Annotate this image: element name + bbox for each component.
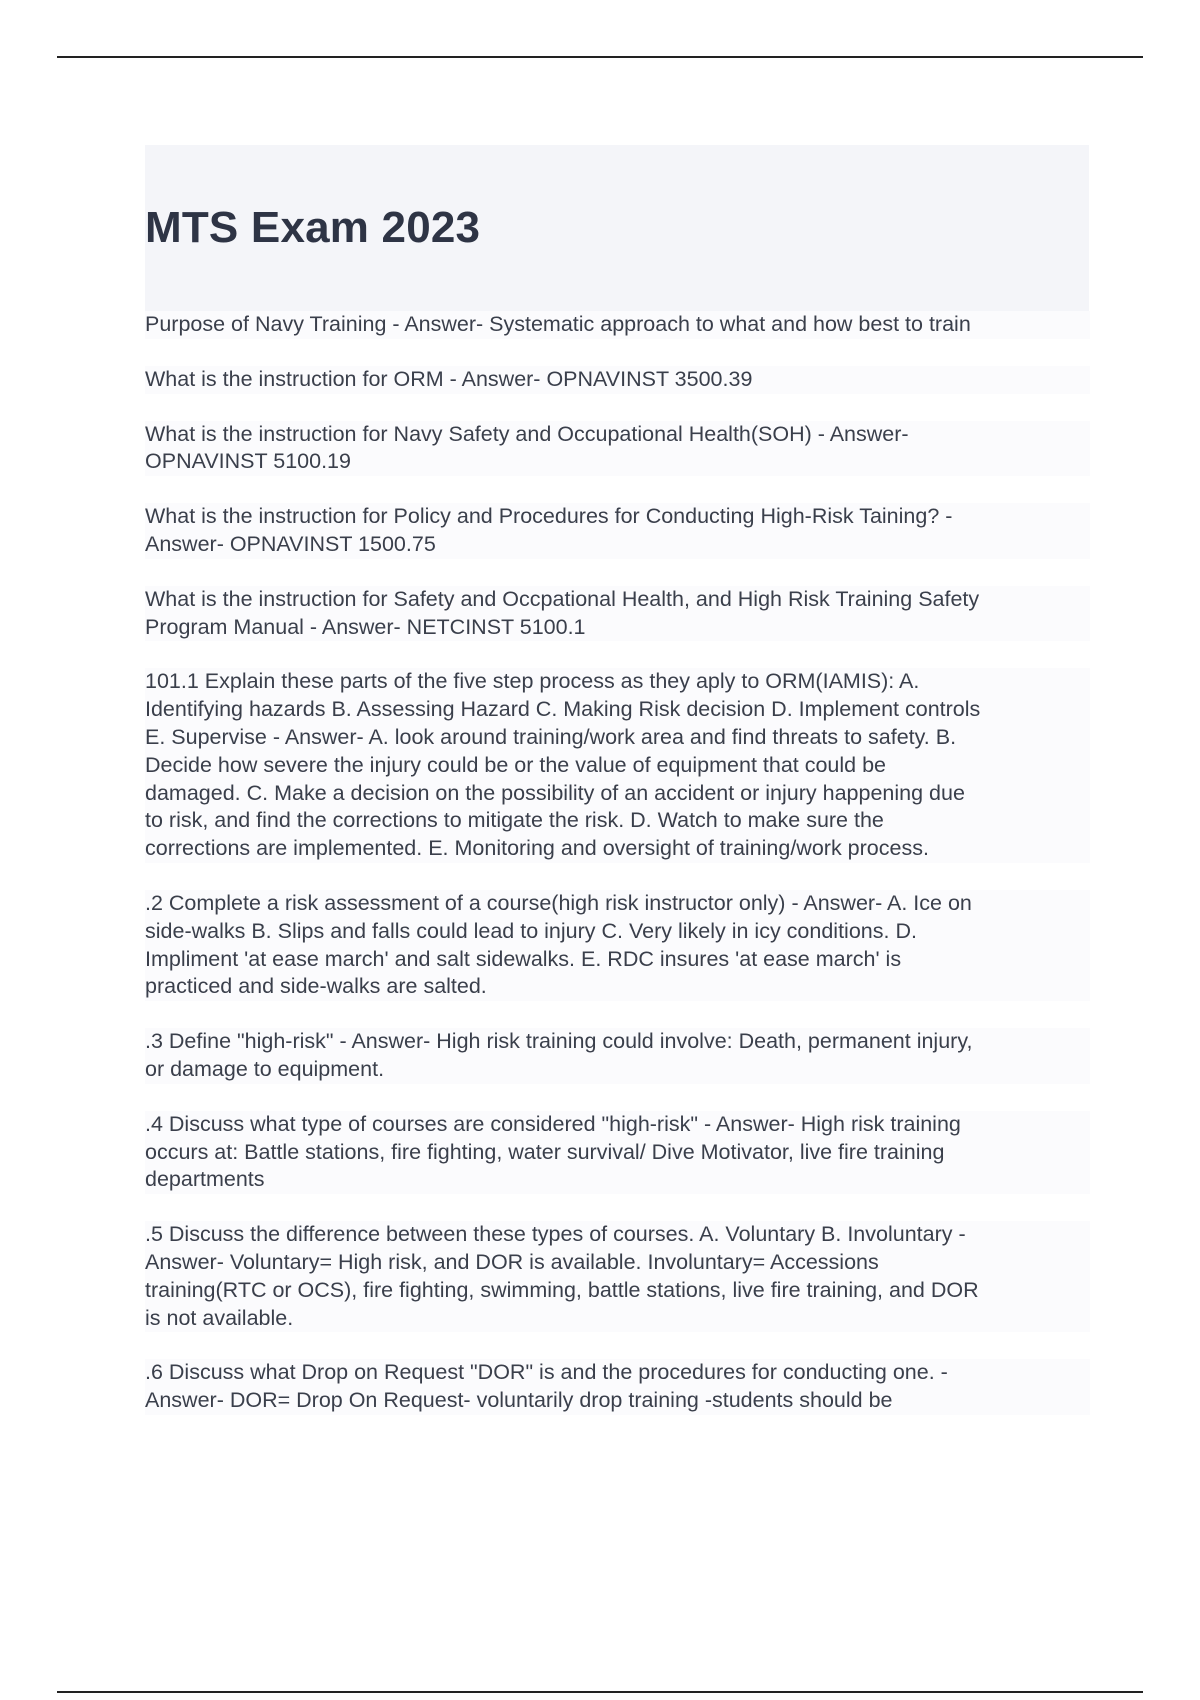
qa-item: .4 Discuss what type of courses are considered "high-risk" - Answer- High risk training occurs at: Battle stations, fire fighting, water survival/ Dive Motivator, live fire training departments	[145, 1111, 1090, 1194]
qa-item: What is the instruction for ORM - Answer- OPNAVINST 3500.39	[145, 366, 1090, 394]
bottom-rule	[57, 1691, 1143, 1693]
qa-item: .6 Discuss what Drop on Request "DOR" is and the procedures for conducting one. - Answer- DOR= Drop On Request- voluntarily drop training -students should be	[145, 1359, 1090, 1415]
qa-item: What is the instruction for Safety and Occpational Health, and High Risk Training Safety Program Manual - Answer- NETCINST 5100.1	[145, 586, 1090, 642]
qa-item: .5 Discuss the difference between these types of courses. A. Voluntary B. Involuntary - Answer- Voluntary= High risk, and DOR is available. Involuntary= Accessions training(RTC or OCS), fire fighting, swimming, battle stations, live fire training, and DOR is not available.	[145, 1221, 1090, 1332]
title-block	[145, 145, 1089, 313]
qa-item: Purpose of Navy Training - Answer- Systematic approach to what and how best to train	[145, 311, 1090, 339]
page-title: MTS Exam 2023	[145, 203, 481, 252]
top-rule	[57, 56, 1143, 58]
qa-item: 101.1 Explain these parts of the five step process as they aply to ORM(IAMIS): A. Identifying hazards B. Assessing Hazard C. Making Risk decision D. Implement controls E. Supervise - Answer- A. look around training/work area and find threats to safety. B. Decide how severe the injury could be or the value of equipment that could be damaged. C. Make a decision on the possibility of an accident or injury happening due to risk, and find the corrections to mitigate the risk. D. Watch to make sure the corrections are implemented. E. Monitoring and oversight of training/work process.	[145, 668, 1090, 863]
qa-list	[145, 311, 1090, 1442]
qa-item: What is the instruction for Navy Safety and Occupational Health(SOH) - Answer- OPNAVINST 5100.19	[145, 421, 1090, 477]
qa-item: What is the instruction for Policy and Procedures for Conducting High-Risk Taining? - Answer- OPNAVINST 1500.75	[145, 503, 1090, 559]
qa-item: .3 Define "high-risk" - Answer- High risk training could involve: Death, permanent injury, or damage to equipment.	[145, 1028, 1090, 1084]
qa-item: .2 Complete a risk assessment of a course(high risk instructor only) - Answer- A. Ice on side-walks B. Slips and falls could lead to injury C. Very likely in icy conditions. D. Impliment 'at ease march' and salt sidewalks. E. RDC insures 'at ease march' is practiced and side-walks are salted.	[145, 890, 1090, 1001]
